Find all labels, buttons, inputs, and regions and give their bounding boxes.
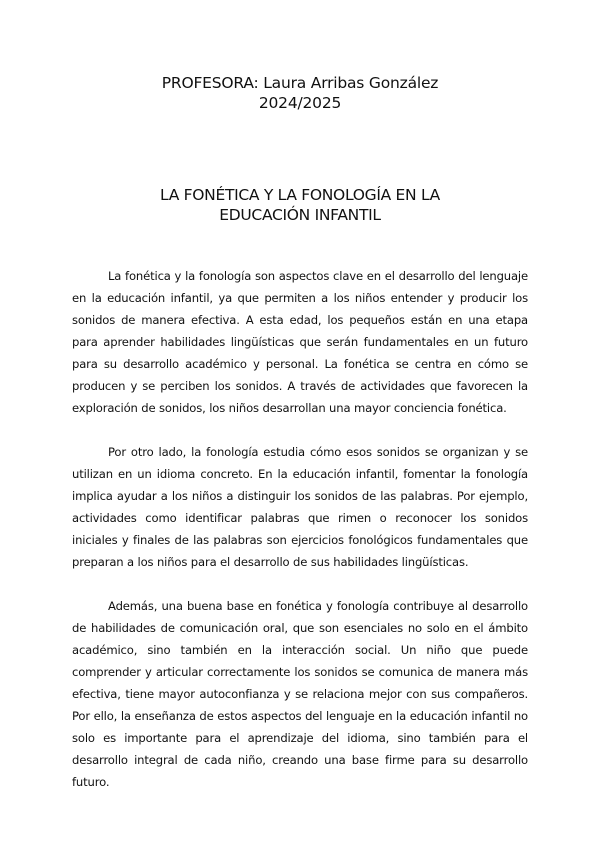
school-year: 2024/2025 xyxy=(258,94,342,112)
paragraph-1: La fonética y la fonología son aspectos clave en el desarrollo del lenguaje en la educación infantil, ya que permiten a los niños entender y producir los sonidos de manera efectiva. A esta edad, los pequeños están en una etapa para aprender habilidades lingüísticas que serán fundamentales en un futuro para su desarrollo académico y personal. La fonética se centra en cómo se producen y se perciben los sonidos. A través de actividades que favorecen la exploración de sonidos, los niños desarrollan una mayor conciencia fonética. xyxy=(72,269,528,415)
title-line-2: EDUCACIÓN INFANTIL xyxy=(219,206,381,224)
teacher-name: PROFESORA: Laura Arribas González xyxy=(161,74,439,92)
document-header xyxy=(0,73,600,113)
title-line-1: LA FONÉTICA Y LA FONOLOGÍA EN LA xyxy=(160,186,440,204)
document-body xyxy=(72,265,528,793)
paragraph-3: Además, una buena base en fonética y fonología contribuye al desarrollo de habilidades de comunicación oral, que son esenciales no solo en el ámbito académico, sino también en la interacción social. Un niño que puede comprender y articular correctamente los sonidos se comunica de manera más efectiva, tiene mayor autoconfianza y se relaciona mejor con sus compañeros. Por ello, la enseñanza de estos aspectos del lenguaje en la educación infantil no solo es importante para el aprendizaje del idioma, sino también para el desarrollo integral de cada niño, creando una base firme para su desarrollo futuro. xyxy=(72,599,528,789)
document-title xyxy=(0,185,600,225)
paragraph-2: Por otro lado, la fonología estudia cómo esos sonidos se organizan y se utilizan en un idioma concreto. En la educación infantil, fomentar la fonología implica ayudar a los niños a distinguir los sonidos de las palabras. Por ejemplo, actividades como identificar palabras que rimen o reconocer los sonidos iniciales y finales de las palabras son ejercicios fonológicos fundamentales que preparan a los niños para el desarrollo de sus habilidades lingüísticas. xyxy=(72,445,528,569)
